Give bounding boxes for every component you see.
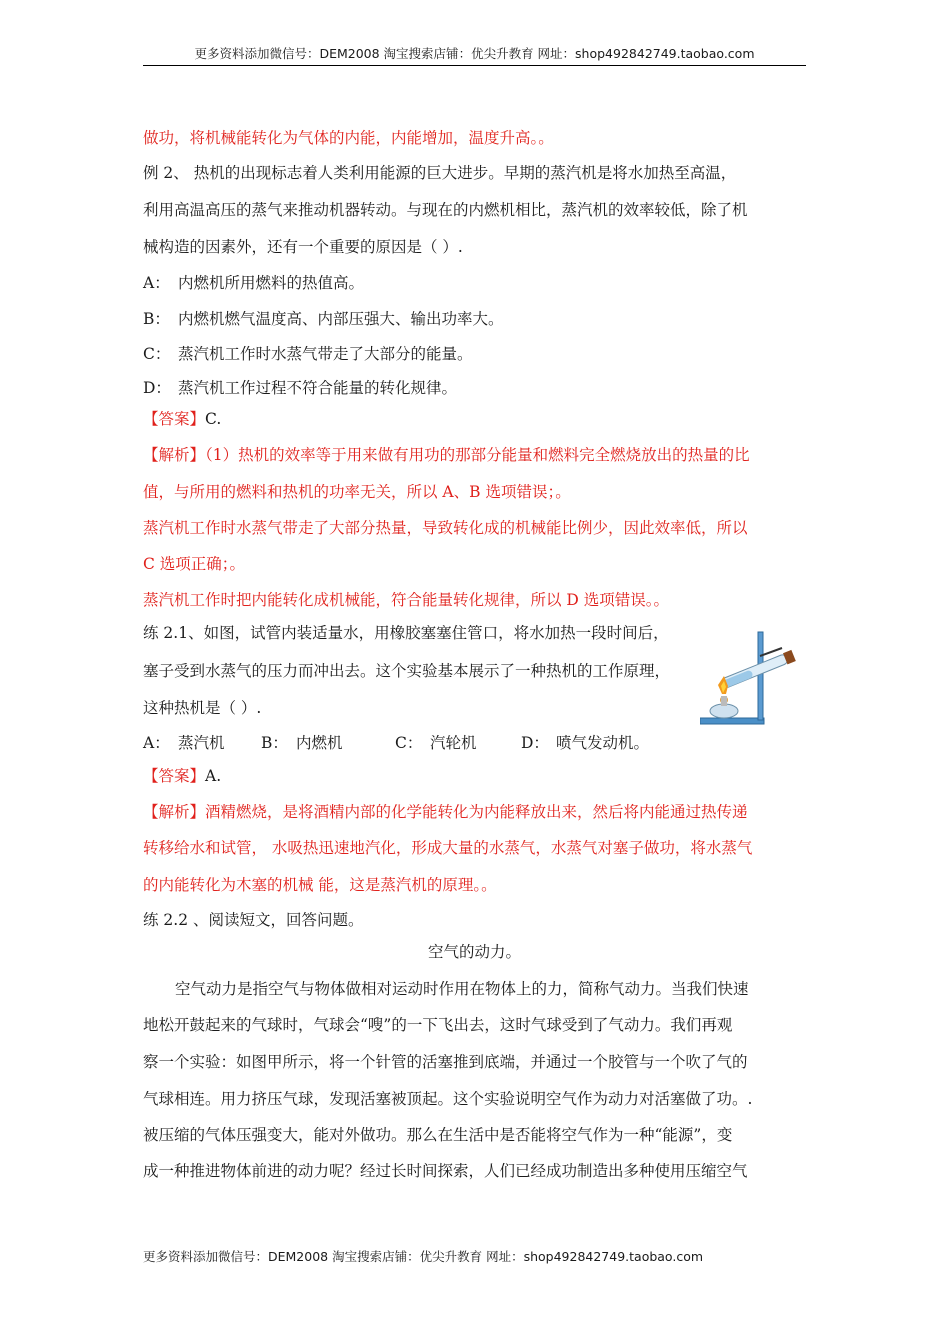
page-header: 更多资料添加微信号：DEM2008 淘宝搜索店铺：优尖升教育 网址：shop492842749.taobao.com xyxy=(194,46,755,61)
example-2-line-2: 利用高温高压的蒸气来推动机器转动。与现在的内燃机相比，蒸汽机的效率较低，除了机 xyxy=(143,201,748,219)
practice-2-1-analysis-3: 的内能转化为木塞的机械 能，这是蒸汽机的原理。。 xyxy=(143,876,497,894)
example-2-option-c: C： 蒸汽机工作时水蒸气带走了大部分的能量。 xyxy=(143,345,473,363)
reading-paragraph-line-6: 成一种推进物体前进的动力呢？经过长时间探索，人们已经成功制造出多种使用压缩空气 xyxy=(143,1162,748,1180)
example-2-analysis-5: 蒸汽机工作时把内能转化成机械能，符合能量转化规律，所以 D 选项错误。。 xyxy=(143,591,670,609)
example-2-option-d: D： 蒸汽机工作过程不符合能量的转化规律。 xyxy=(143,379,458,397)
practice-2-2-line-1: 练 2.2 、阅读短文，回答问题。 xyxy=(143,911,364,929)
header-rule xyxy=(143,65,806,66)
option-c: C： 汽轮机 xyxy=(395,734,477,752)
reading-paragraph-line-5: 被压缩的气体压强变大，能对外做功。那么在生活中是否能将空气作为一种“能源”，变 xyxy=(143,1126,733,1144)
example-2-analysis-3: 蒸汽机工作时水蒸气带走了大部分热量，导致转化成的机械能比例少，因此效率低，所以 xyxy=(143,519,748,537)
example-2-analysis-2: 值，与所用的燃料和热机的功率无关，所以 A、B 选项错误；。 xyxy=(143,483,571,501)
reading-paragraph-line-1: 空气动力是指空气与物体做相对运动时作用在物体上的力，简称气动力。当我们快速 xyxy=(175,980,749,998)
page-footer: 更多资料添加微信号：DEM2008 淘宝搜索店铺：优尖升教育 网址：shop492842749.taobao.com xyxy=(143,1249,704,1264)
reading-paragraph-line-2: 地松开鼓起来的气球时，气球会“嗖”的一下飞出去，这时气球受到了气动力。我们再观 xyxy=(143,1016,733,1034)
option-b: B： 内燃机 xyxy=(261,734,343,752)
practice-2-1-answer: 【答案】A. xyxy=(143,767,222,785)
example-2-line-1: 例 2、 热机的出现标志着人类利用能源的巨大进步。早期的蒸汽机是将水加热至高温， xyxy=(143,164,737,182)
steam-experiment-figure xyxy=(700,628,808,728)
option-d: D： 喷气发动机。 xyxy=(521,734,650,752)
reading-title: 空气的动力。 xyxy=(427,943,521,961)
practice-2-1-analysis-1: 【解析】酒精燃烧，是将酒精内部的化学能转化为内能释放出来，然后将内能通过热传递 xyxy=(143,803,748,821)
practice-2-1-options xyxy=(143,733,649,753)
practice-2-1-analysis-2: 转移给水和试管， 水吸热迅速地汽化，形成大量的水蒸气，水蒸气对塞子做功，将水蒸气 xyxy=(143,839,753,857)
example-2-option-a: A： 内燃机所用燃料的热值高。 xyxy=(143,274,365,292)
example-2-analysis-4: C 选项正确；。 xyxy=(143,555,246,573)
example-2-line-3: 械构造的因素外，还有一个重要的原因是（ ）. xyxy=(143,238,463,256)
practice-2-1-line-1: 练 2.1、如图，试管内装适量水，用橡胶塞塞住管口，将水加热一段时间后， xyxy=(143,624,669,642)
prev-answer-tail: 做功，将机械能转化为气体的内能，内能增加，温度升高。。 xyxy=(143,129,554,147)
example-2-analysis-1: 【解析】（1）热机的效率等于用来做有用功的那部分能量和燃料完全燃烧放出的热量的比 xyxy=(143,446,750,464)
practice-2-1-line-2: 塞子受到水蒸气的压力而冲出去。这个实验基本展示了一种热机的工作原理， xyxy=(143,662,671,680)
example-2-answer: 【答案】C. xyxy=(143,410,222,428)
example-2-option-b: B： 内燃机燃气温度高、内部压强大、输出功率大。 xyxy=(143,310,504,328)
option-a: A： 蒸汽机 xyxy=(143,734,225,752)
reading-paragraph-line-3: 察一个实验：如图甲所示，将一个针管的活塞推到底端，并通过一个胶管与一个吹了气的 xyxy=(143,1053,748,1071)
practice-2-1-line-3: 这种热机是（ ）. xyxy=(143,699,262,717)
reading-paragraph-line-4: 气球相连。用力挤压气球，发现活塞被顶起。这个实验说明空气作为动力对活塞做了功。. xyxy=(143,1090,753,1108)
